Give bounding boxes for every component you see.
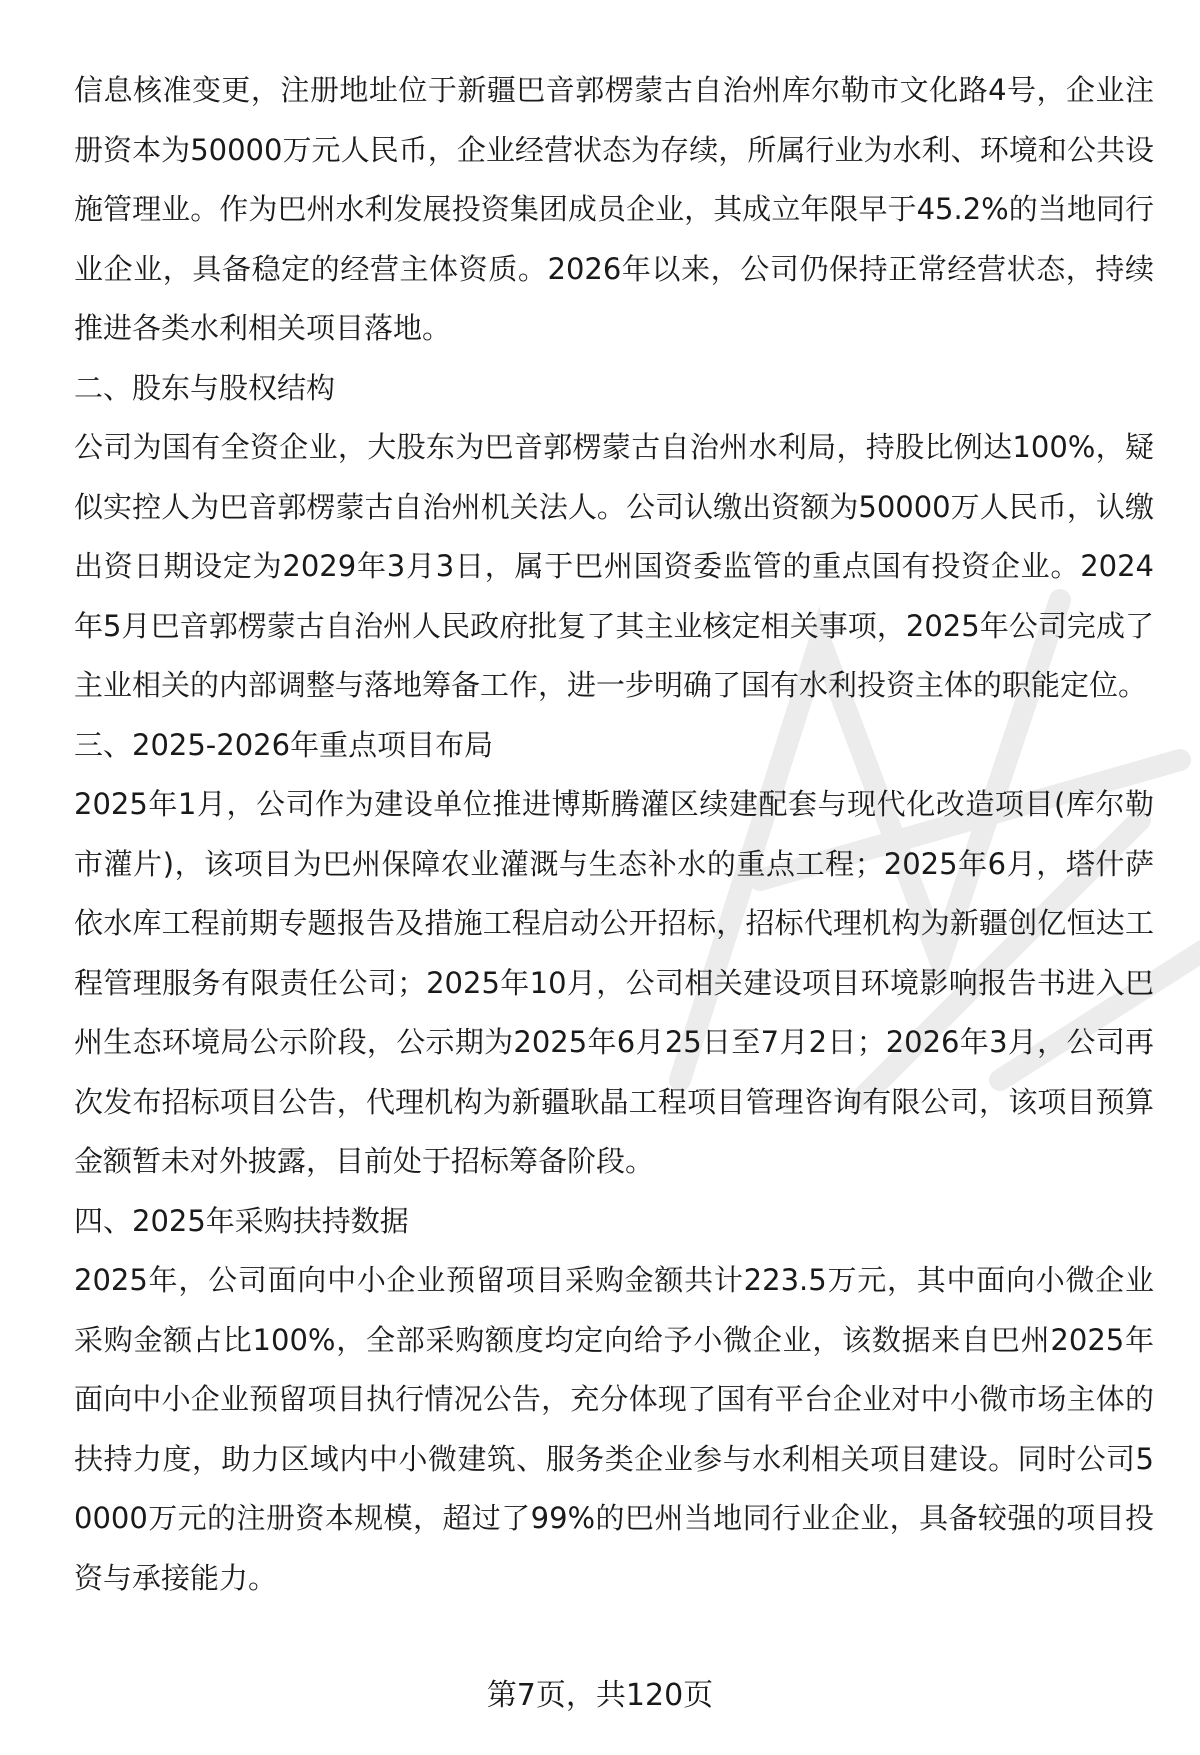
body-paragraph: 2025年1月，公司作为建设单位推进博斯腾灌区续建配套与现代化改造项目(库尔勒市灌片)，该项目为巴州保障农业灌溉与生态补水的重点工程；2025年6月，塔什萨依水库工程前期专题报告及措施工程启动公开招标，招标代理机构为新疆创亿恒达工程管理服务有限责任公司；2025年10月，公司相关建设项目环境影响报告书进入巴州生态环境局公示阶段，公示期为2025年6月25日至7月2日；2026年3月，公司再次发布招标项目公告，代理机构为新疆耿晶工程项目管理咨询有限公司，该项目预算金额暂未对外披露，目前处于招标筹备阶段。	[74, 787, 1154, 1178]
body-paragraph: 2025年，公司面向中小企业预留项目采购金额共计223.5万元，其中面向小微企业采购金额占比100%，全部采购额度均定向给予小微企业，该数据来自巴州2025年面向中小企业预留项目执行情况公告，充分体现了国有平台企业对中小微市场主体的扶持力度，助力区域内中小微建筑、服务类企业参与水利相关项目建设。同时公司50000万元的注册资本规模，超过了99%的巴州当地同行业企业，具备较强的项目投资与承接能力。	[74, 1263, 1154, 1595]
body-paragraph: 公司为国有全资企业，大股东为巴音郭楞蒙古自治州水利局，持股比例达100%，疑似实控人为巴音郭楞蒙古自治州机关法人。公司认缴出资额为50000万人民币，认缴出资日期设定为2029年3月3日，属于巴州国资委监管的重点国有投资企业。2024年5月巴音郭楞蒙古自治州人民政府批复了其主业核定相关事项，2025年公司完成了主业相关的内部调整与落地筹备工作，进一步明确了国有水利投资主体的职能定位。	[74, 430, 1154, 702]
page-number: 第7页，共120页	[486, 1678, 714, 1713]
document-body	[74, 61, 1154, 1608]
section-heading: 二、股东与股权结构	[74, 370, 336, 405]
section-heading: 四、2025年采购扶持数据	[74, 1203, 409, 1238]
section-heading: 三、2025-2026年重点项目布局	[74, 727, 494, 762]
body-paragraph: 信息核准变更，注册地址位于新疆巴音郭楞蒙古自治州库尔勒市文化路4号，企业注册资本为50000万元人民币，企业经营状态为存续，所属行业为水利、环境和公共设施管理业。作为巴州水利发展投资集团成员企业，其成立年限早于45.2%的当地同行业企业，具备稳定的经营主体资质。2026年以来，公司仍保持正常经营状态，持续推进各类水利相关项目落地。	[74, 73, 1154, 345]
